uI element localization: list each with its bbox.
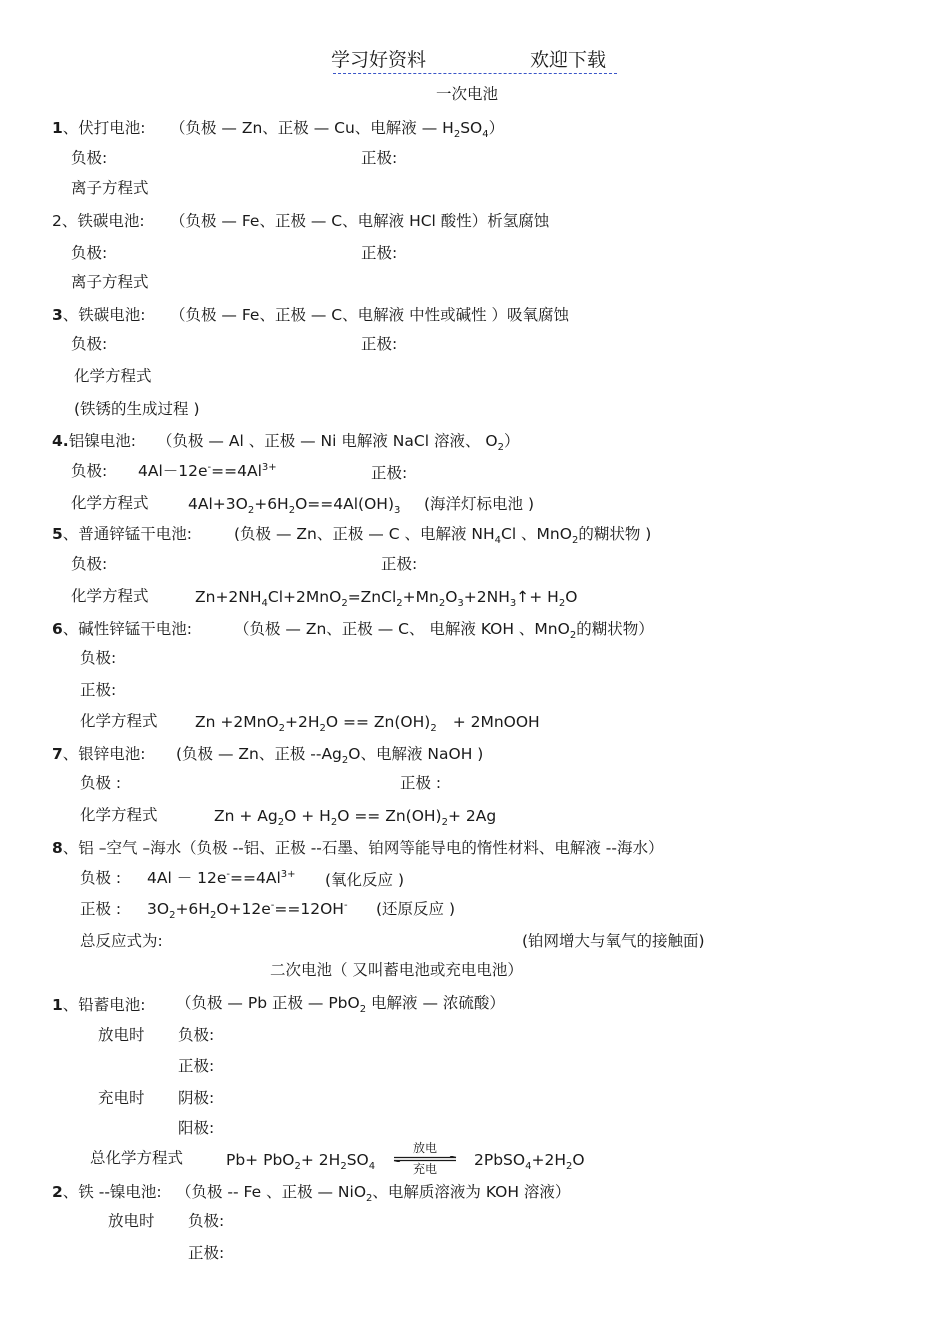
sec2-item-2-heading: 2、铁 --镍电池: bbox=[52, 1183, 162, 1201]
item-6-positive: 正极: bbox=[80, 681, 117, 699]
header-underline bbox=[333, 73, 617, 74]
discharge-positive: 正极: bbox=[178, 1057, 215, 1075]
header-right: 欢迎下载 bbox=[530, 49, 607, 71]
header-left: 学习好资料 bbox=[331, 49, 427, 71]
item-3-rust: (铁锈的生成过程 ) bbox=[74, 400, 200, 418]
item-8-total: 总反应式为: bbox=[80, 932, 163, 950]
item-1-heading: 1、伏打电池: bbox=[52, 119, 146, 137]
total-equation-left: $Pb+ PbO_2+ 2H_2SO_4$ bbox=[226, 1151, 376, 1173]
item-6-heading: 6、碱性锌锰干电池: bbox=[52, 620, 193, 638]
item-8-negative: 负极 : bbox=[80, 869, 122, 887]
item-1-ionic: 离子方程式 bbox=[71, 179, 149, 197]
item-6-info: （负极 — Zn、正极 — C、 电解液 KOH 、MnO$_2$的糊状物） bbox=[234, 620, 654, 642]
item-8-positive-note: (还原反应 ) bbox=[376, 900, 456, 918]
item-4-info: （负极 — Al 、正极 — Ni 电解液 NaCl 溶液、 $O_2$） bbox=[157, 432, 520, 454]
item-8-positive: 正极 : bbox=[80, 900, 122, 918]
item-2-negative: 负极: bbox=[71, 244, 108, 262]
item-4-chem-eq: $4Al+3O_2+6H_2O==4Al(OH)_3$ bbox=[188, 495, 401, 517]
item-1-negative: 负极: bbox=[71, 149, 108, 167]
item-8-total-note: (铂网增大与氧气的接触面) bbox=[522, 932, 705, 950]
item-8-negative-note: (氧化反应 ) bbox=[325, 871, 405, 889]
item-8-negative-eq: $4Al - 12e^-==4Al^{3+}$ bbox=[147, 868, 296, 887]
discharge-negative: 负极: bbox=[178, 1026, 215, 1044]
item-7-negative: 负极 : bbox=[80, 774, 122, 792]
sec2-item-2-info: （负极 -- Fe 、正极 — NiO$_2$、电解质溶液为 KOH 溶液） bbox=[176, 1183, 571, 1205]
item-4-chem: 化学方程式 bbox=[71, 494, 149, 512]
sec2-item-1-heading: 1、铅蓄电池: bbox=[52, 996, 146, 1014]
item-8-heading: 8、铝 –空气 –海水（负极 --铝、正极 --石墨、铂网等能导电的惰性材料、电解液 --海水） bbox=[52, 839, 664, 857]
item-4-positive: 正极: bbox=[371, 464, 408, 482]
item-5-negative: 负极: bbox=[71, 555, 108, 573]
item-4-negative: 负极: bbox=[71, 462, 108, 480]
item-3-chem: 化学方程式 bbox=[74, 367, 152, 385]
item-3-info: （负极 — Fe、正极 — C、电解液 中性或碱性 ）吸氧腐蚀 bbox=[170, 306, 569, 324]
arrow-top-label: 放电 bbox=[412, 1141, 437, 1155]
item-3-negative: 负极: bbox=[71, 335, 108, 353]
item-6-negative: 负极: bbox=[80, 649, 117, 667]
item-5-chem: 化学方程式 bbox=[71, 587, 149, 605]
item-2-heading: 2、铁碳电池: bbox=[52, 212, 145, 230]
sec2-item-1-info: （负极 — Pb 正极 — PbO$_2$ 电解液 — 浓硫酸） bbox=[176, 994, 505, 1016]
section-title-secondary: 二次电池（ 又叫蓄电池或充电电池） bbox=[270, 961, 523, 979]
item-7-chem: 化学方程式 bbox=[80, 806, 158, 824]
iron-nickel-negative: 负极: bbox=[188, 1212, 225, 1230]
item-1-positive: 正极: bbox=[361, 149, 398, 167]
section-title-primary: 一次电池 bbox=[436, 85, 499, 103]
total-equation-label: 总化学方程式 bbox=[90, 1149, 184, 1167]
item-7-positive: 正极 : bbox=[400, 774, 442, 792]
item-4-negative-eq: $4Al-12e^-==4Al^{3+}$ bbox=[138, 461, 277, 480]
charge-cathode: 阴极: bbox=[178, 1089, 215, 1107]
item-7-heading: 7、银锌电池: bbox=[52, 745, 146, 763]
item-2-ionic: 离子方程式 bbox=[71, 273, 149, 291]
discharge-label: 放电时 bbox=[98, 1026, 145, 1044]
item-4-note: (海洋灯标电池 ) bbox=[424, 495, 535, 513]
item-5-heading: 5、普通锌锰干电池: bbox=[52, 525, 193, 543]
item-7-info: (负极 — Zn、正极 $--Ag_2O$、电解液 NaOH ) bbox=[176, 745, 484, 767]
item-8-positive-eq: $3O_2+6H_2O+12e^-==12OH^-$ bbox=[147, 899, 348, 922]
item-1-info: （负极 — Zn、正极 — Cu、电解液 — $H_2SO_4$） bbox=[170, 119, 505, 141]
item-5-info: (负极 — Zn、正极 — C 、电解液 $NH_4Cl$ 、MnO$_2$的糊状物 ) bbox=[234, 525, 652, 547]
item-4-heading: 4.铝镍电池: bbox=[52, 432, 136, 450]
item-5-positive: 正极: bbox=[381, 555, 418, 573]
iron-nickel-discharge-label: 放电时 bbox=[108, 1212, 155, 1230]
item-2-positive: 正极: bbox=[361, 244, 398, 262]
charge-label: 充电时 bbox=[98, 1089, 145, 1107]
iron-nickel-positive: 正极: bbox=[188, 1244, 225, 1262]
item-6-chem: 化学方程式 bbox=[80, 712, 158, 730]
item-2-info: （负极 — Fe、正极 — C、电解液 HCl 酸性）析氢腐蚀 bbox=[170, 212, 550, 230]
item-5-chem-eq: $Zn+2NH_4Cl+2MnO_2=ZnCl_2+Mn_2O_3+2NH_3↑+ H_2O$ bbox=[195, 588, 578, 610]
arrow-bottom-label: 充电 bbox=[412, 1162, 437, 1176]
item-3-positive: 正极: bbox=[361, 335, 398, 353]
item-7-chem-eq: $Zn + Ag_2O + H_2O == Zn(OH)_2+ 2Ag$ bbox=[214, 807, 497, 829]
item-6-chem-eq: $Zn +2MnO_2+2H_2O == Zn(OH)_2$ + 2MnOOH bbox=[195, 713, 540, 735]
item-3-heading: 3、铁碳电池: bbox=[52, 306, 146, 324]
reversible-arrow bbox=[392, 1141, 458, 1175]
total-equation-right: $2PbSO_4+2H_2O$ bbox=[474, 1151, 585, 1173]
charge-anode: 阳极: bbox=[178, 1119, 215, 1137]
